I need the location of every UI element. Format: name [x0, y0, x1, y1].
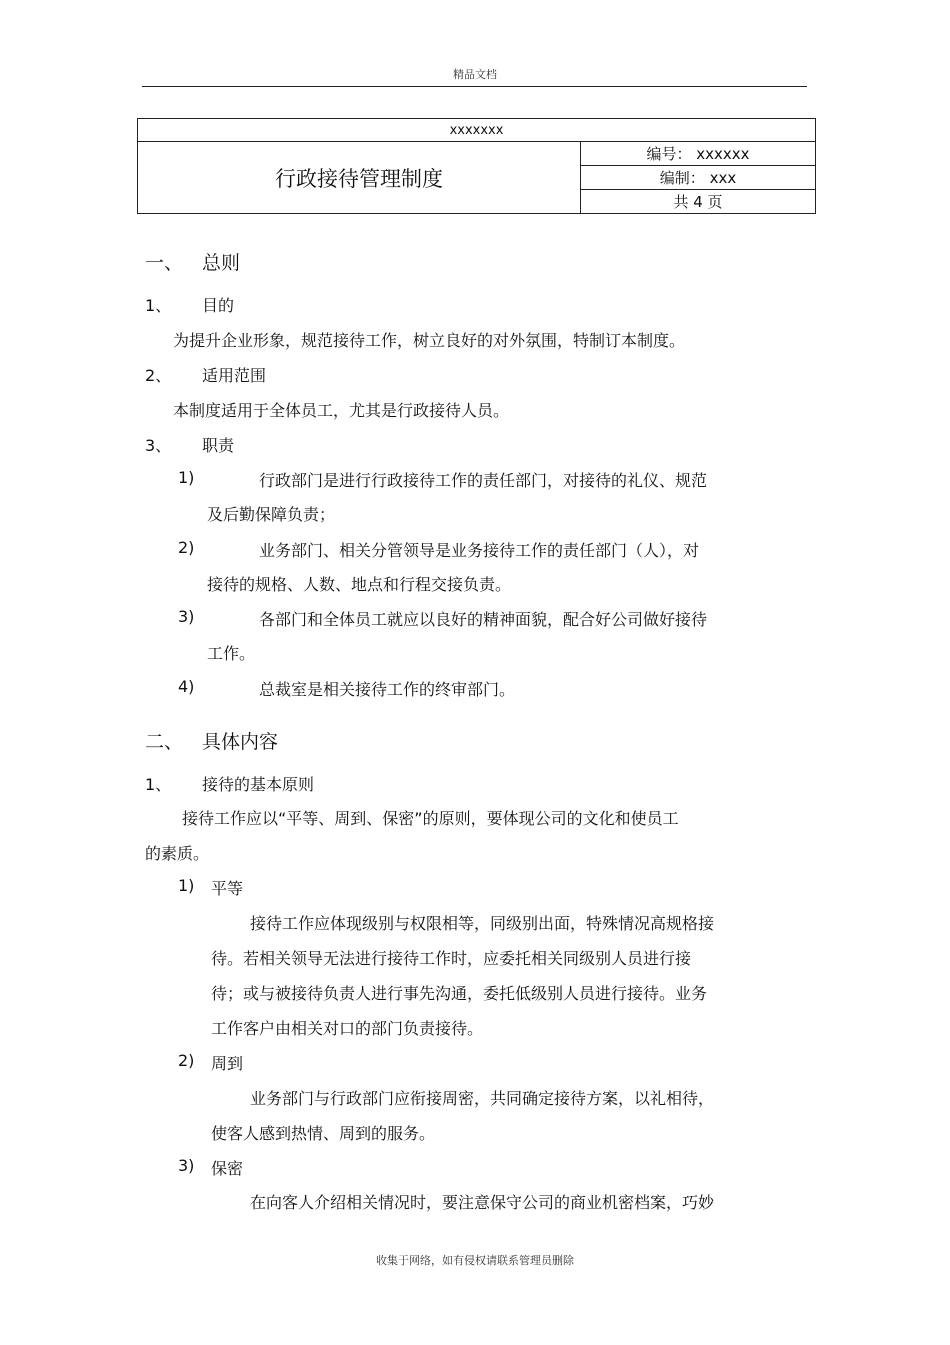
- principle-3-number: 3): [178, 1156, 195, 1175]
- document-title: 行政接待管理制度: [138, 142, 581, 214]
- document-info-table: [137, 118, 816, 214]
- item-1-1-number: 1、: [145, 296, 172, 315]
- item-1-2-text: 本制度适用于全体员工，尤其是行政接待人员。: [173, 401, 510, 420]
- item-2-1-intro-line-2: 的素质。: [145, 844, 210, 863]
- principle-1-line-3: 待；或与被接待负责人进行事先沟通，委托低级别人员进行接待。业务: [211, 984, 708, 1003]
- item-1-2-number: 2、: [145, 366, 172, 385]
- section-2-title: 具体内容: [202, 731, 279, 753]
- principle-2-line-1: 业务部门与行政部门应衔接周密，共同确定接待方案，以礼相待，: [250, 1089, 715, 1108]
- document-number: 编号： xxxxxx: [581, 142, 816, 166]
- item-1-1-title: 目的: [202, 296, 235, 315]
- duty-3-number: 3): [178, 607, 195, 626]
- item-2-1-title: 接待的基本原则: [202, 775, 315, 794]
- duty-1-number: 1): [178, 468, 195, 487]
- section-1-title: 总则: [202, 252, 241, 274]
- item-1-3-title: 职责: [202, 436, 235, 455]
- section-2-number: 二、: [145, 731, 184, 753]
- principle-1-number: 1): [178, 876, 195, 895]
- duty-3-line-1: 各部门和全体员工就应以良好的精神面貌，配合好公司做好接待: [259, 610, 708, 629]
- page-header: 精品文档: [453, 68, 497, 81]
- duty-3-line-2: 工作。: [207, 644, 256, 663]
- document-author: 编制： xxx: [581, 166, 816, 190]
- principle-3-title: 保密: [211, 1159, 244, 1178]
- item-1-2-title: 适用范围: [202, 366, 267, 385]
- principle-3-line-1: 在向客人介绍相关情况时，要注意保守公司的商业机密档案，巧妙: [250, 1193, 715, 1212]
- item-1-3-number: 3、: [145, 436, 172, 455]
- duty-2-line-1: 业务部门、相关分管领导是业务接待工作的责任部门（人），对: [259, 541, 700, 560]
- item-1-1-text: 为提升企业形象，规范接待工作，树立良好的对外氛围，特制订本制度。: [173, 331, 686, 350]
- principle-2-line-2: 使客人感到热情、周到的服务。: [211, 1124, 436, 1143]
- duty-1-line-2: 及后勤保障负责；: [207, 505, 336, 524]
- page-count: 共 4 页: [581, 190, 816, 214]
- principle-1-line-1: 接待工作应体现级别与权限相等，同级别出面，特殊情况高规格接: [250, 914, 715, 933]
- header-divider: [142, 86, 807, 87]
- company-cell: xxxxxxx: [138, 119, 816, 142]
- duty-1-line-1: 行政部门是进行行政接待工作的责任部门，对接待的礼仪、规范: [259, 471, 708, 490]
- item-2-1-number: 1、: [145, 775, 172, 794]
- principle-1-line-4: 工作客户由相关对口的部门负责接待。: [211, 1019, 484, 1038]
- principle-2-title: 周到: [211, 1054, 244, 1073]
- item-2-1-intro-line-1: 接待工作应以“平等、周到、保密”的原则，要体现公司的文化和使员工: [182, 809, 679, 828]
- principle-1-line-2: 待。若相关领导无法进行接待工作时，应委托相关同级别人员进行接: [211, 949, 692, 968]
- duty-2-number: 2): [178, 538, 195, 557]
- duty-2-line-2: 接待的规格、人数、地点和行程交接负责。: [207, 575, 512, 594]
- page-footer: 收集于网络，如有侵权请联系管理员删除: [376, 1254, 574, 1267]
- section-1-number: 一、: [145, 252, 184, 274]
- duty-4-number: 4): [178, 677, 195, 696]
- principle-1-title: 平等: [211, 879, 244, 898]
- duty-4-line-1: 总裁室是相关接待工作的终审部门。: [259, 680, 516, 699]
- principle-2-number: 2): [178, 1051, 195, 1070]
